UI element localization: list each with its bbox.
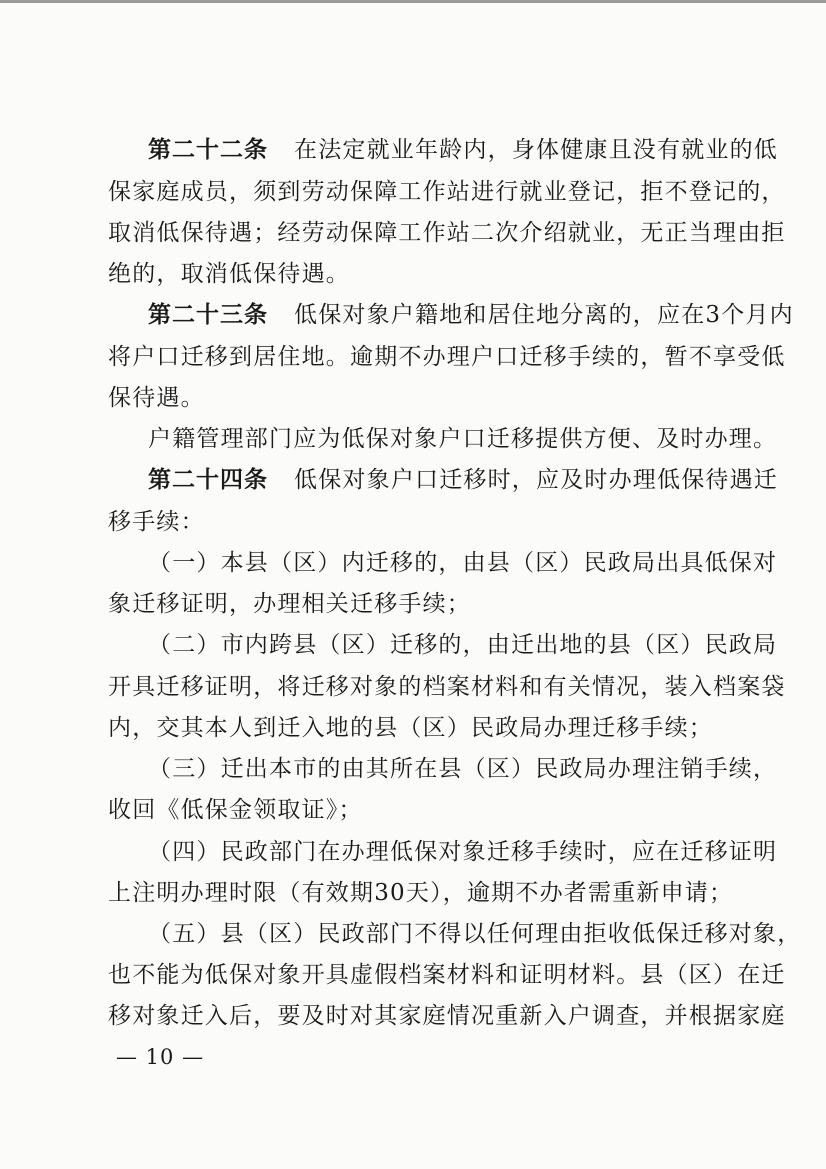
item-5-line-2: 也不能为低保对象开具虚假档案材料和证明材料。县（区）在迁 (108, 962, 786, 988)
article-23-line-1: 第二十三条 低保对象户籍地和居住地分离的，应在3个月内 (148, 301, 794, 328)
item-4-line-1: （四）民政部门在办理低保对象迁移手续时，应在迁移证明 (148, 839, 778, 865)
item-2-line-2: 开具迁移证明，将迁移对象的档案材料和有关情况，装入档案袋 (108, 674, 786, 700)
article-22-line-2: 保家庭成员，须到劳动保障工作站进行就业登记，拒不登记的， (108, 179, 786, 205)
item-3-line-1: （三）迁出本市的由其所在县（区）民政局办理注销手续， (148, 756, 778, 782)
article-24-line-1: 第二十四条 低保对象户口迁移时，应及时办理低保待遇迁 (148, 466, 778, 493)
article-22-line-3: 取消低保待遇；经劳动保障工作站二次介绍就业，无正当理由拒 (108, 220, 786, 246)
item-1-line-1: （一）本县（区）内迁移的，由县（区）民政局出具低保对 (148, 550, 778, 576)
item-2-line-3: 内，交其本人到迁入地的县（区）民政局办理迁移手续； (108, 715, 713, 741)
page-number: — 10 — (116, 1045, 205, 1069)
article-22-line-1: 第二十二条 在法定就业年龄内，身体健康且没有就业的低 (148, 136, 778, 163)
item-2-line-1: （二）市内跨县（区）迁移的，由迁出地的县（区）民政局 (148, 632, 778, 658)
article-23-line-2: 将户口迁移到居住地。逾期不办理户口迁移手续的，暂不享受低 (108, 344, 786, 370)
article-22-heading: 第二十二条 (148, 136, 268, 163)
item-5-line-1: （五）县（区）民政部门不得以任何理由拒收低保迁移对象， (148, 921, 802, 947)
article-24-line-2: 移手续： (108, 509, 205, 535)
item-1-line-2: 象迁移证明，办理相关迁移手续； (108, 591, 471, 617)
item-3-line-2: 收回《低保金领取证》； (108, 797, 363, 823)
article-23-line-3: 保待遇。 (108, 385, 205, 411)
article-22-line-4: 绝的，取消低保待遇。 (108, 261, 350, 287)
article-23-heading: 第二十三条 (148, 301, 268, 328)
article-24-heading: 第二十四条 (148, 466, 268, 493)
item-4-line-2: 上注明办理时限（有效期30天），逾期不办者需重新申请； (108, 880, 734, 906)
article-23-paragraph-2: 户籍管理部门应为低保对象户口迁移提供方便、及时办理。 (148, 426, 778, 452)
item-5-line-3: 移对象迁入后，要及时对其家庭情况重新入户调查，并根据家庭 (108, 1003, 786, 1029)
